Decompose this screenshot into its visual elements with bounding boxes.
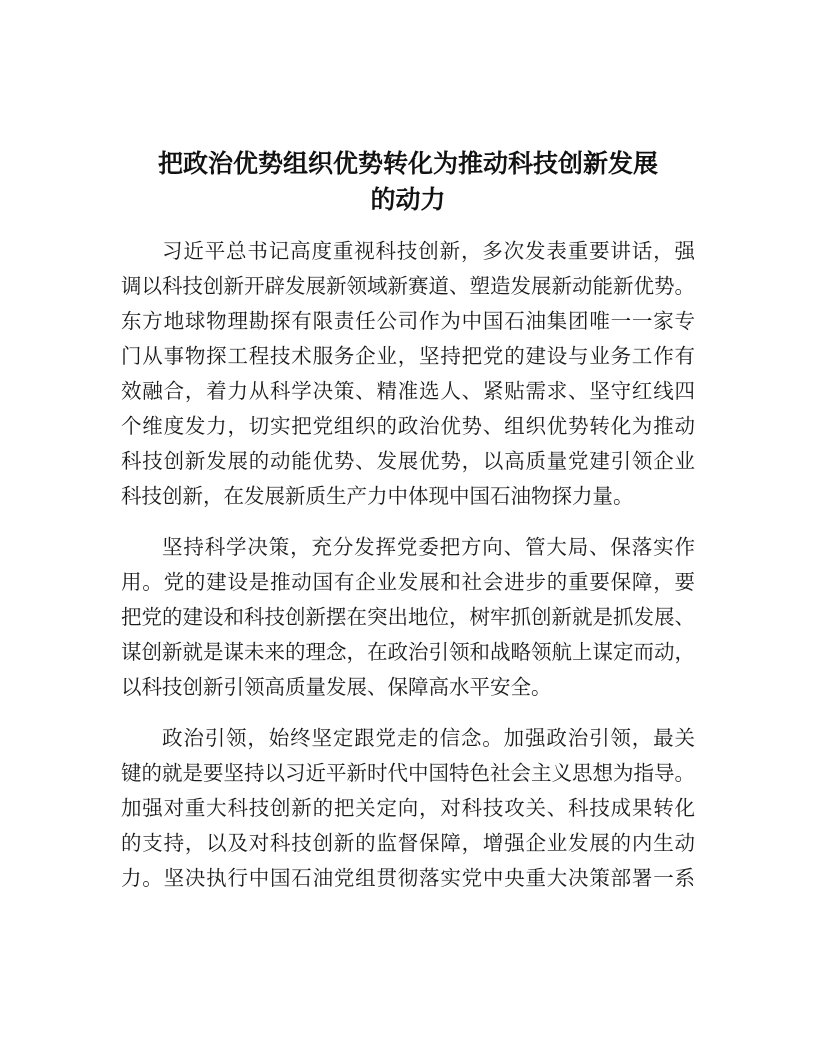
paragraph-line: 用。党的建设是推动国有企业发展和社会进步的重要保障，要 [121, 570, 695, 594]
paragraph-line: 的支持，以及对科技创新的监督保障，增强企业发展的内生动 [121, 831, 695, 855]
paragraph-line: 东方地球物理勘探有限责任公司作为中国石油集团唯一一家专 [121, 309, 695, 333]
paragraph-line: 科技创新，在发展新质生产力中体现中国石油物探力量。 [121, 484, 634, 508]
document-title [110, 146, 706, 218]
paragraph-line: 键的就是要坚持以习近平新时代中国特色社会主义思想为指导。 [121, 761, 695, 785]
paragraph-line: 力。坚决执行中国石油党组贯彻落实党中央重大决策部署一系 [121, 866, 695, 890]
paragraph-line: 把党的建设和科技创新摆在突出地位，树牢抓创新就是抓发展、 [121, 605, 695, 629]
paragraph-line: 门从事物探工程技术服务企业，坚持把党的建设与业务工作有 [121, 344, 695, 368]
paragraph-line: 科技创新发展的动能优势、发展优势，以高质量党建引领企业 [121, 449, 695, 473]
title-line: 把政治优势组织优势转化为推动科技创新发展 [157, 149, 658, 178]
paragraph-1 [121, 234, 695, 514]
paragraph-3 [121, 721, 695, 896]
paragraph-2 [121, 530, 695, 705]
paragraph-line: 习近平总书记高度重视科技创新，多次发表重要讲话，强 [162, 239, 695, 263]
title-line: 的动力 [370, 185, 446, 214]
paragraph-line: 谋创新就是谋未来的理念，在政治引领和战略领航上谋定而动， [121, 640, 695, 664]
paragraph-line: 坚持科学决策，充分发挥党委把方向、管大局、保落实作 [162, 535, 695, 559]
paragraph-line: 政治引领，始终坚定跟党走的信念。加强政治引领，最关 [162, 726, 695, 750]
paragraph-line: 调以科技创新开辟发展新领域新赛道、塑造发展新动能新优势。 [121, 274, 695, 298]
paragraph-line: 个维度发力，切实把党组织的政治优势、组织优势转化为推动 [121, 414, 695, 438]
paragraph-line: 效融合，着力从科学决策、精准选人、紧贴需求、坚守红线四 [121, 379, 695, 403]
paragraph-line: 以科技创新引领高质量发展、保障高水平安全。 [121, 675, 552, 699]
document-body [121, 234, 695, 912]
paragraph-line: 加强对重大科技创新的把关定向，对科技攻关、科技成果转化 [121, 796, 695, 820]
